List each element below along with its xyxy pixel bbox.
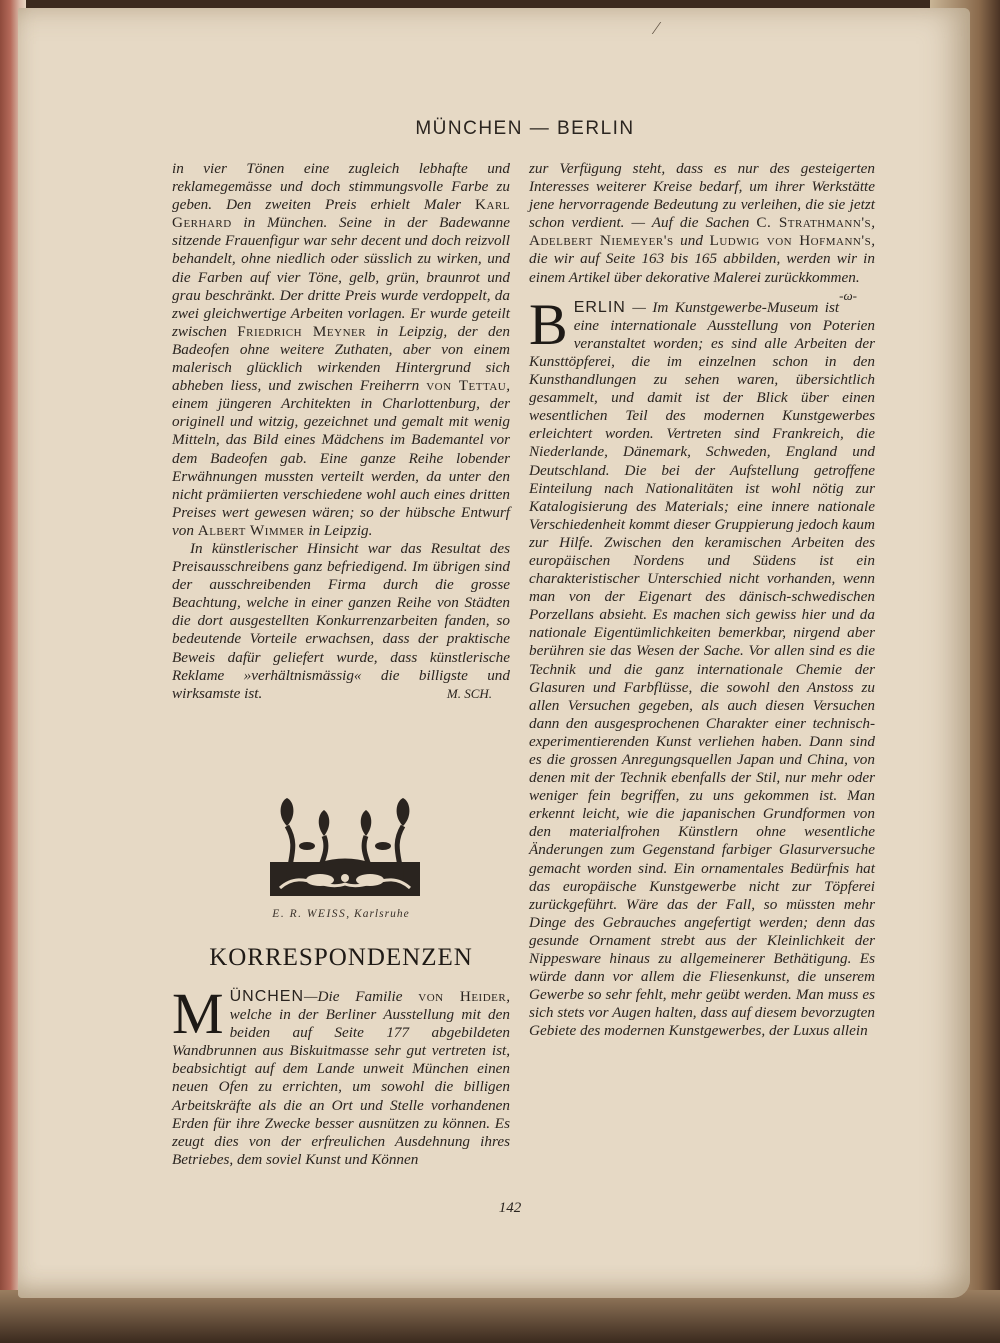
name-gerhard: Karl Gerhard xyxy=(172,196,510,232)
page-number: 142 xyxy=(498,1200,522,1216)
pencil-mark: ⁄ xyxy=(655,18,659,38)
left-column xyxy=(172,160,510,703)
ornament-caption: E. R. WEISS, Karlsruhe xyxy=(272,908,410,920)
floral-ornament-illustration xyxy=(262,796,428,898)
right-paragraph-1: zur Verfügung steht, dass es nur des gesteigerten Interesses weiterer Kreise bedarf, um ihrer Werkstätte jene hervorragende Bedeutung zu verleihen, die sie jetzt schon verdient. — Auf die Sachen C. Strathmann's, Adelbert Niemeyer's und Ludwig von Hofmann's, die wir auf Seite 163 bis 165 abbilden, werden wir in einem Artikel über dekorative Malerei zurückkommen. -ω- xyxy=(529,160,875,287)
name-hofmann: Ludwig von Hofmann's xyxy=(709,232,872,250)
section-title: KORRESPONDENZEN xyxy=(209,944,473,971)
signature-msch: M. SCH. xyxy=(446,685,492,701)
berlin-paragraph: BERLIN — Im Kunstgewerbe-Museum ist eine internationale Ausstellung von Poterien veranstaltet worden; es sind alle Arbeiten der Kunsttöpferei, die im einzelnen schon in den Kunsthandlungen zu sehen waren, übersichtlich gesammelt, und damit ist der Blick über einen wesentlichen Teil des modernen Kunstgewerbes erleichtert worden. Vertreten sind Frankreich, die Niederlande, Dänemark, Schweden, England und Deutschland. Die bei der Aufstellung getroffene Einteilung nach Nationalitäten ist wohl nötig zur Katalogisierung des Materials; eine innere nationale Verschiedenheit kommt dieser Gruppierung jedoch kaum zur Hilfe. Zwischen den keramischen Arbeiten des europäischen Nordens und Südens ist ein charakteristischer Unterschied nicht vorhanden, wenn man von der Eigenart des dänisch-schwedischen Porzellans absieht. Es machen sich gewiss hier und da nationale Eigentümlichkeiten bemerkbar, nirgend aber berühren sie das Wesen der Sache. Vor allen sind es die Technik und die ganz internationale Chemie der Glasuren und Farbflüsse, die sowohl den Anstoss zu allen Versuchen gegeben, als auch diesen Versuchen dann den ausgesprochenen Charakter einer technisch-experimentierenden Kunst verliehen haben. Dann sind es die grossen Anregungsquellen Japan und China, von denen mit der Technik ebenfalls der Stil, nur mehr oder weniger fein begriffen, zu uns gekommen ist. Man erkennt leicht, wie die japanischen Grundformen von den materialfrohen Künstlern ohne wesentliche Änderungen zum Gegenstand farbiger Glasurversuche gemacht worden sind. Ein ornamentales Bedürfnis hat das europäische Kunstgewerbe nicht zur Töpferei zurückgeführt. Wäre das der Fall, so müssten mehr Dinge des Gebrauches angefertigt werden; denn das gesunde Ornament strebt aus der Kleinlichkeit der Nippesware hinaus zu allgemeinerer Bethätigung. Es würde dann vor allem die Fliesenkunst, die unserem Gewerbe so sehr fehlt, mehr geübt werden. Man muss es sich stets vor Augen halten, dass auf diesem bevorzugten Gebiete des modernen Kunstgewerbes, der Luxus allein xyxy=(529,291,875,1040)
running-head: MÜNCHEN — BERLIN xyxy=(415,118,635,139)
left-paragraph-1: in vier Tönen eine zugleich lebhafte und reklamegemässe und doch stimmungsvolle Farbe zu geben. Den zweiten Preis erhielt Maler Karl Gerhard in München. Seine in der Badewanne sitzende Frauenfigur war sehr decent und doch reizvoll behandelt, ohne niedlich oder süsslich zu wirken, und die Farben auf vier Töne, gelb, grün, braunrot und grau beschränkt. Der dritte Preis wurde verdoppelt, da zwei gleichwertige Arbeiten vorlagen. Er wurde geteilt zwischen Friedrich Meyner in Leipzig, der den Badeofen ohne weitere Zuthaten, aber von einem malerisch glücklich wirkenden Hintergrund sich abheben liess, und zwischen Freiherrn von Tettau, einem jüngeren Architekten in Charlottenburg, der originell und witzig, gezeichnet und gemalt mit wenig Mitteln, das Bild eines Mädchens im Bademantel vor dem Badeofen gab. Eine ganze Reihe lobender Erwähnungen mussten verteilt werden, da unter den nicht prämiierten verschiedene wohl auch eines dritten Preises wert gewesen wären; so der hübsche Entwurf von Albert Wimmer in Leipzig. xyxy=(172,160,510,539)
right-column xyxy=(529,160,875,1041)
left-paragraph-2: In künstlerischer Hinsicht war das Resultat des Preisausschreibens ganz befriedigend. Im übrigen sind der ausschreibenden Firma durch die grosse Beachtung, welche in einer ganzen Reihe von Städten die dort ausgestellten Konkurrenzarbeiten fanden, so bedeutende Vorteile erwachsen, dass der praktische Beweis dafür geliefert wurde, dass künstlerische Reklame »verhältnismässig« die billigste und wirksamste ist. M. SCH. xyxy=(172,539,510,702)
name-wimmer: Albert Wimmer xyxy=(197,521,305,539)
name-heider: von Heider xyxy=(418,988,507,1005)
name-niemeyer: Adelbert Niemeyer's xyxy=(529,232,674,250)
korrespondenz-muenchen xyxy=(172,981,510,1169)
dropcap-m: M xyxy=(172,981,224,1046)
signature-omega: -ω- xyxy=(839,287,857,303)
muenchen-paragraph: MÜNCHEN—Die Familie von Heider, welche in der Berliner Ausstellung mit den beiden auf Seite 177 abgebildeten Wandbrunnen aus Biskuitmasse sehr gut vertreten ist, beabsichtigt auf dem Lande unweit München einen neuen Ofen zu errichten, um sowohl die billigen Arbeitskräfte als die an Ort und Stelle vorhandenen Erden für ihre Zwecke besser ausnützen zu können. Es zeugt dies von der erfreulichen Ausdehnung ihres Betriebes, dem soviel Kunst und Können xyxy=(172,981,510,1168)
name-tettau: von Tettau xyxy=(426,377,507,395)
name-meyner: Friedrich Meyner xyxy=(237,322,367,340)
dropcap-b: B xyxy=(529,291,568,357)
name-strathmann: C. Strathmann's xyxy=(756,214,872,232)
